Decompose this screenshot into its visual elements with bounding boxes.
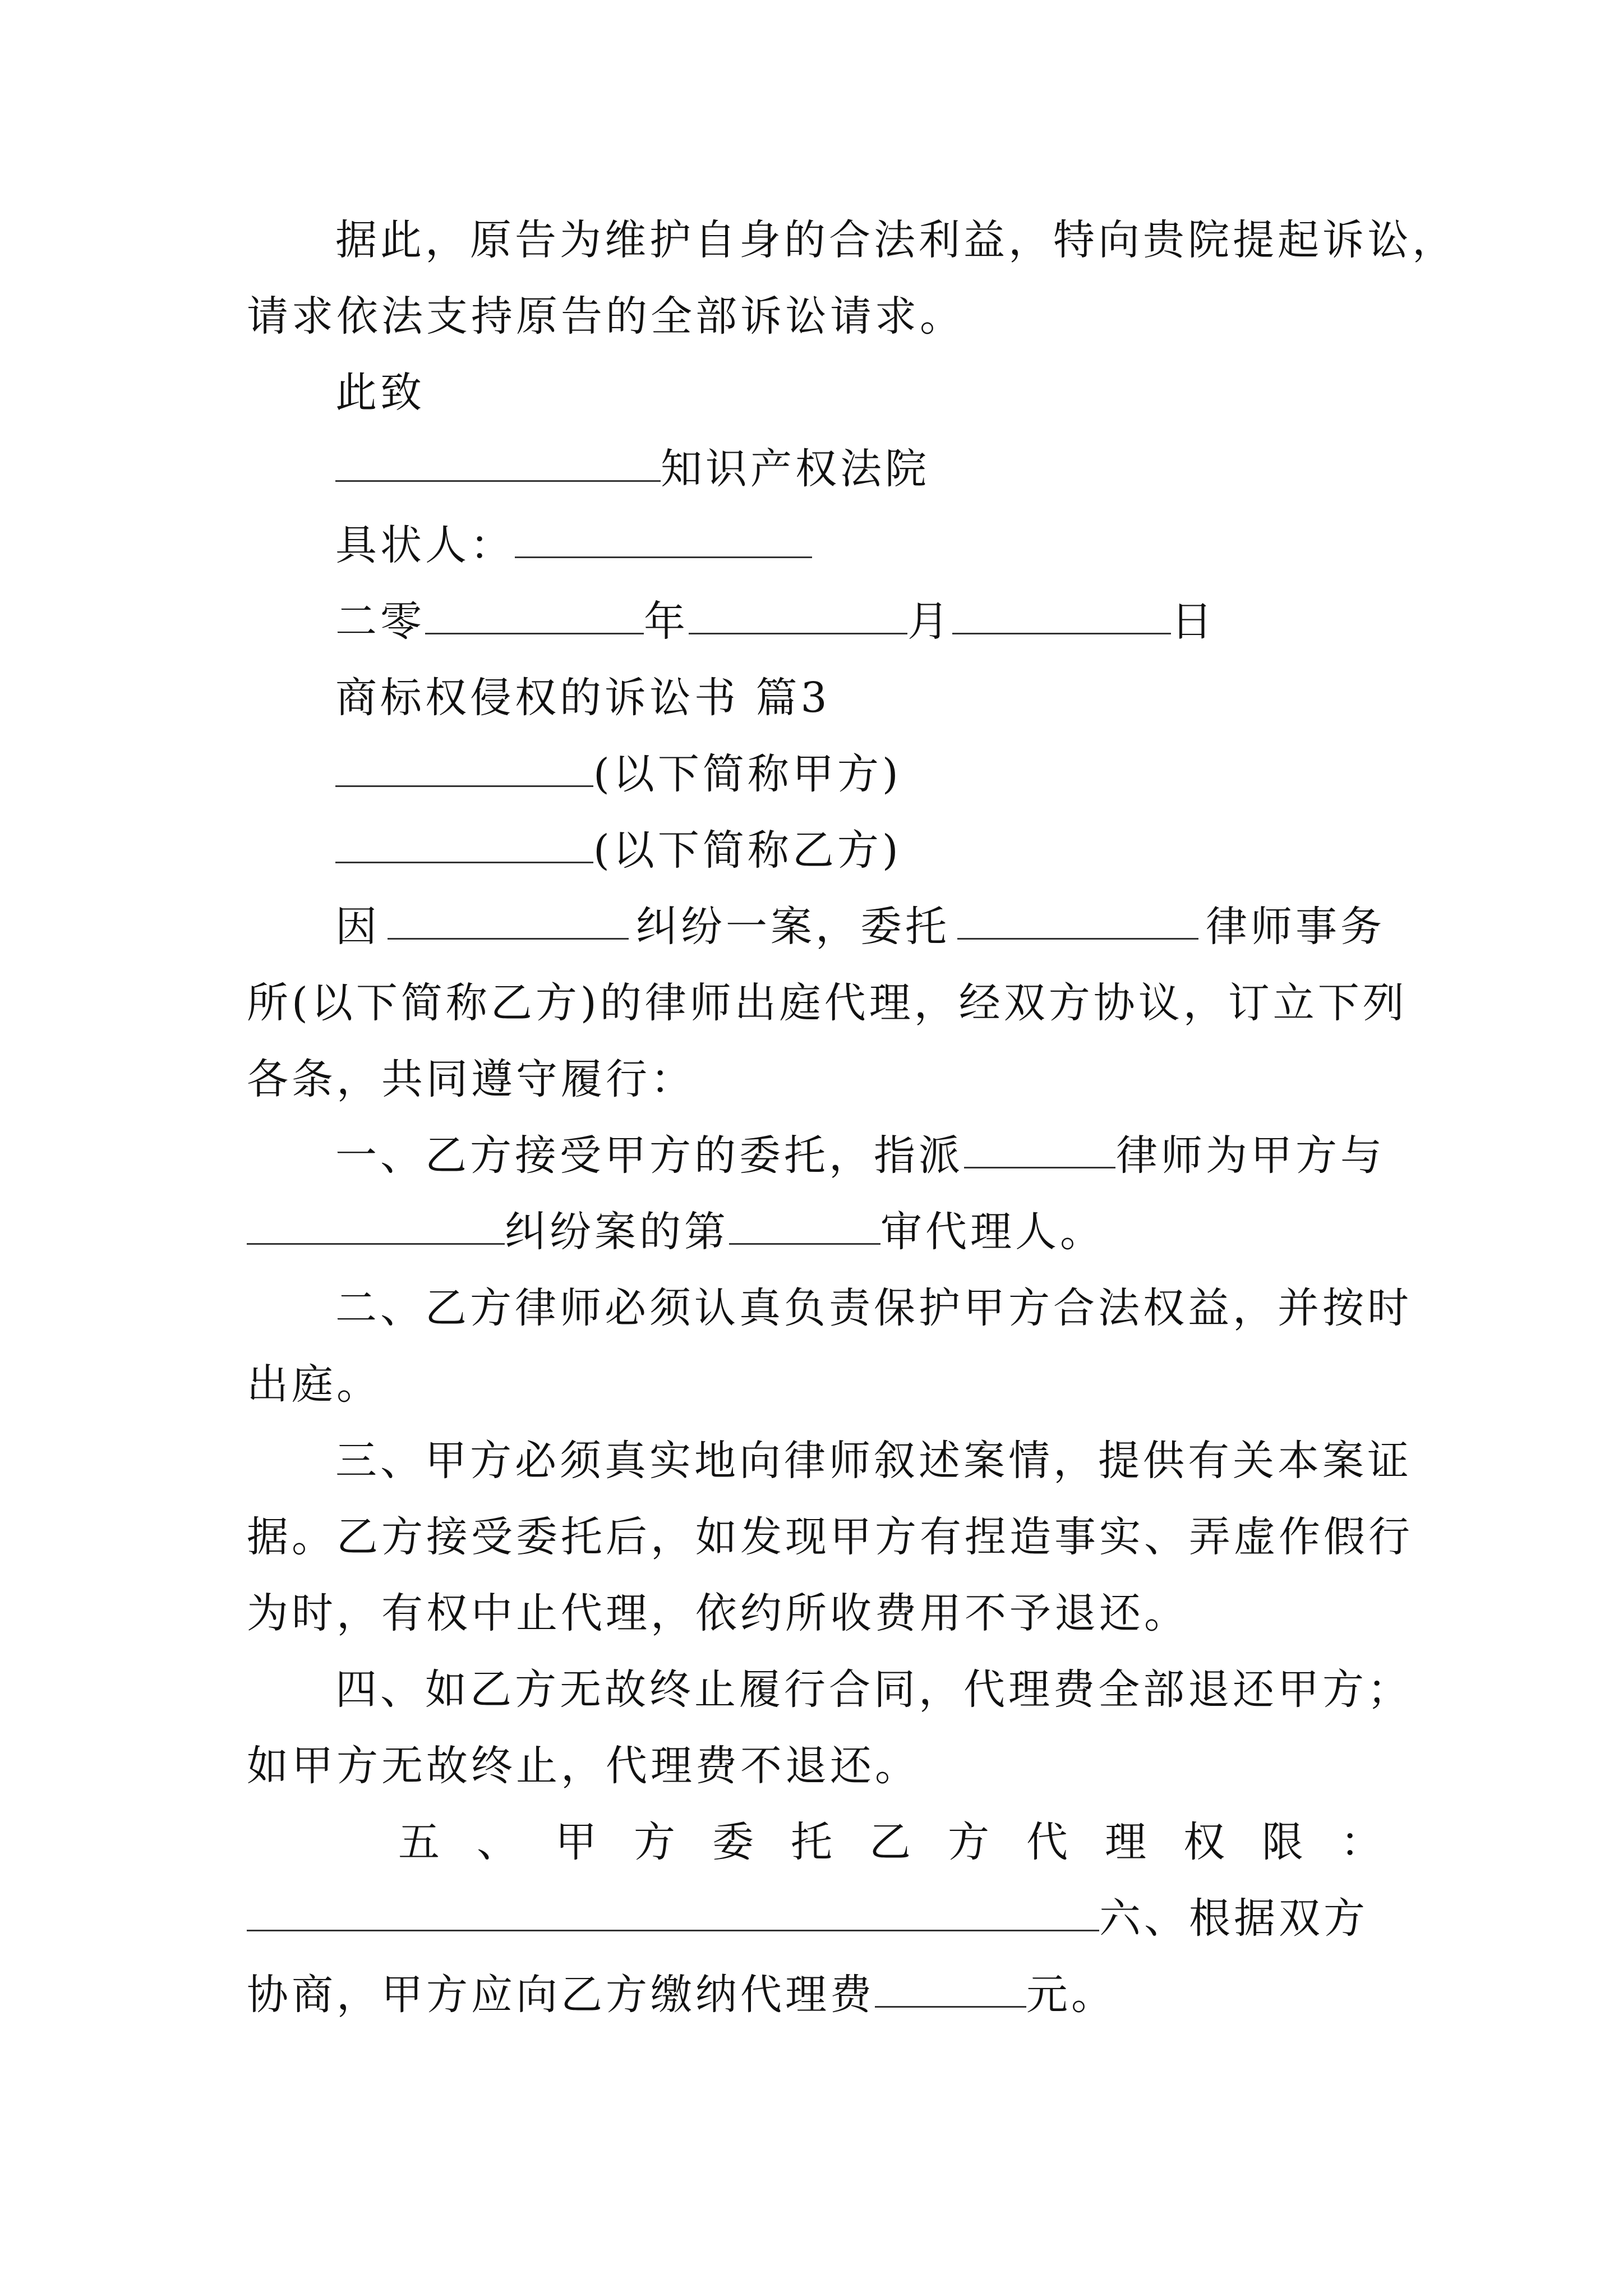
paragraph-line: 出庭。 [247,1360,381,1409]
party-b-line: (以下简称乙方) [335,822,1385,878]
date-line: 二零 年 月 日 [335,593,1385,650]
paragraph-line: 二、乙方律师必须认真负责保护甲方合法权益，并按时 [335,1284,1412,1332]
paragraph-line: 所(以下简称乙方)的律师出庭代理，经双方协议，订立下列 [247,979,1408,1027]
signer-line: 具状人： [335,517,1385,573]
blank-dispute [388,899,629,940]
paragraph-line: 为时，有权中止代理，依约所收费用不予退还。 [247,1589,1189,1637]
paragraph-line: 三、甲方必须真实地向律师叙述案情，提供有关本案证 [335,1437,1412,1485]
clause-1-line: 纠纷案的第 审代理人。 [247,1204,1385,1260]
clause-6-line: 协商，甲方应向乙方缴纳代理费 元。 [247,1967,1385,2023]
blank-law-firm [957,899,1198,940]
blank-month [689,593,907,634]
section-title: 商标权侵权的诉讼书 篇3 [335,674,831,722]
blank-fee [875,1967,1026,2008]
paragraph-line: 请求依法支持原告的全部诉讼请求。 [247,292,965,341]
party-a-line: (以下简称甲方) [335,746,1385,802]
clause-5-line: 五 、 甲 方 委 托 乙 方 代 理 权 限 ： [398,1818,1385,1866]
blank-authority [247,1890,1099,1931]
blank-court-name [335,441,661,482]
paragraph-line: 据此，原告为维护自身的合法利益，特向贵院提起诉讼， [335,216,1457,264]
blank-year [425,593,644,634]
clause-1-line: 一、乙方接受甲方的委托，指派 律师为甲方与 [335,1128,1385,1184]
blank-party-a [335,746,593,787]
clause-6-line: 六、根据双方 [247,1890,1385,1947]
paragraph-line: 如甲方无故终止，代理费不退还。 [247,1742,920,1790]
blank-instance [729,1204,880,1245]
paragraph-line: 各条，共同遵守履行： [247,1055,695,1103]
intro-line: 因 纠纷一案，委托 律师事务 [335,899,1385,955]
paragraph-line: 四、如乙方无故终止履行合同，代理费全部退还甲方； [335,1665,1412,1714]
blank-signer [515,517,812,558]
blank-lawyer [964,1128,1115,1168]
blank-opponent [247,1204,505,1245]
court-line: 知识产权法院 [335,441,1385,497]
salutation: 此致 [335,369,425,417]
blank-party-b [335,822,593,863]
paragraph-line: 据。乙方接受委托后，如发现甲方有捏造事实、弄虚作假行 [247,1513,1413,1561]
blank-day [952,593,1171,634]
